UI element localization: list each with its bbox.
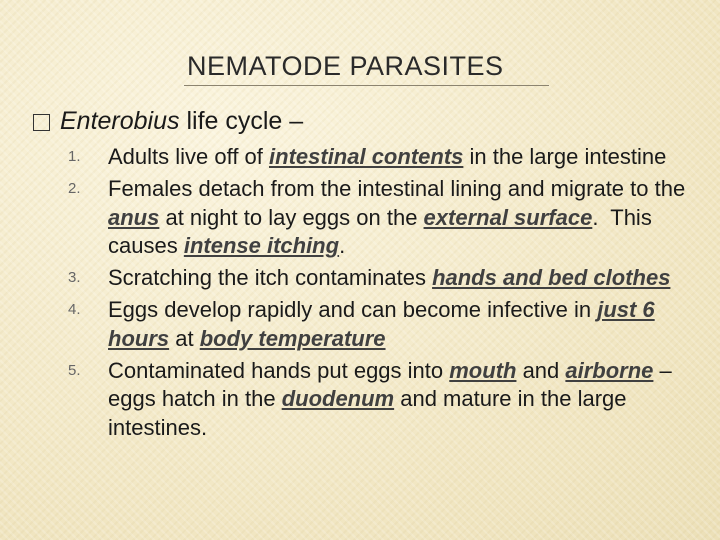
list-number: 1. [68,148,81,165]
list-item-text [108,296,708,353]
text-segment: at night to lay eggs on the [159,204,424,230]
list-item-text [108,357,708,443]
list-item-4 [68,296,708,353]
slide-title: NEMATODE PARASITES [187,51,504,81]
emphasis-term: intense itching [183,233,340,258]
text-segment: Contaminated hands put eggs into [108,357,450,383]
text-segment: Females detach from the intestinal lining and migrate to the [108,176,686,201]
list-item-text [108,264,708,293]
list-number: 4. [68,301,81,318]
emphasis-term: duodenum [281,386,395,411]
text-segment: . This causes [108,204,658,258]
text-segment: at [169,325,200,351]
list-item-text [108,143,708,172]
emphasis-term: body temperature [199,325,386,351]
emphasis-term: anus [108,204,160,230]
title-underline [184,85,549,86]
list-number: 2. [68,180,81,197]
emphasis-term: mouth [449,357,517,383]
list-item-text [108,175,708,261]
bullet-heading-text [60,107,303,136]
emphasis-term: external surface [423,204,593,230]
text-segment: –eggs hatch in the [108,357,672,411]
list-item-5 [68,357,708,443]
list-item-1 [68,143,708,172]
emphasis-term: just 6 hours [108,297,655,351]
list-item-2 [68,175,708,261]
genus-name: Enterobius [60,107,180,135]
text-segment: in the large intestine [463,144,667,169]
text-segment: Eggs develop rapidly and can become infective in [108,297,598,322]
emphasis-term: intestinal contents [269,144,464,169]
text-segment: Scratching the itch contaminates [108,265,433,290]
text-segment: Adults live off of [108,144,270,169]
emphasis-term: hands and bed clothes [432,265,671,290]
emphasis-term: airborne [565,357,654,383]
list-item-3 [68,264,708,293]
square-bullet-icon [33,114,50,131]
list-number: 5. [68,361,81,379]
list-number: 3. [68,269,81,286]
text-segment: . [339,233,346,258]
text-segment: and [516,357,566,383]
life-cycle-list [68,143,708,446]
text-segment: and mature in the large intestines. [108,386,627,440]
bullet-heading-rest: life cycle – [179,107,304,135]
